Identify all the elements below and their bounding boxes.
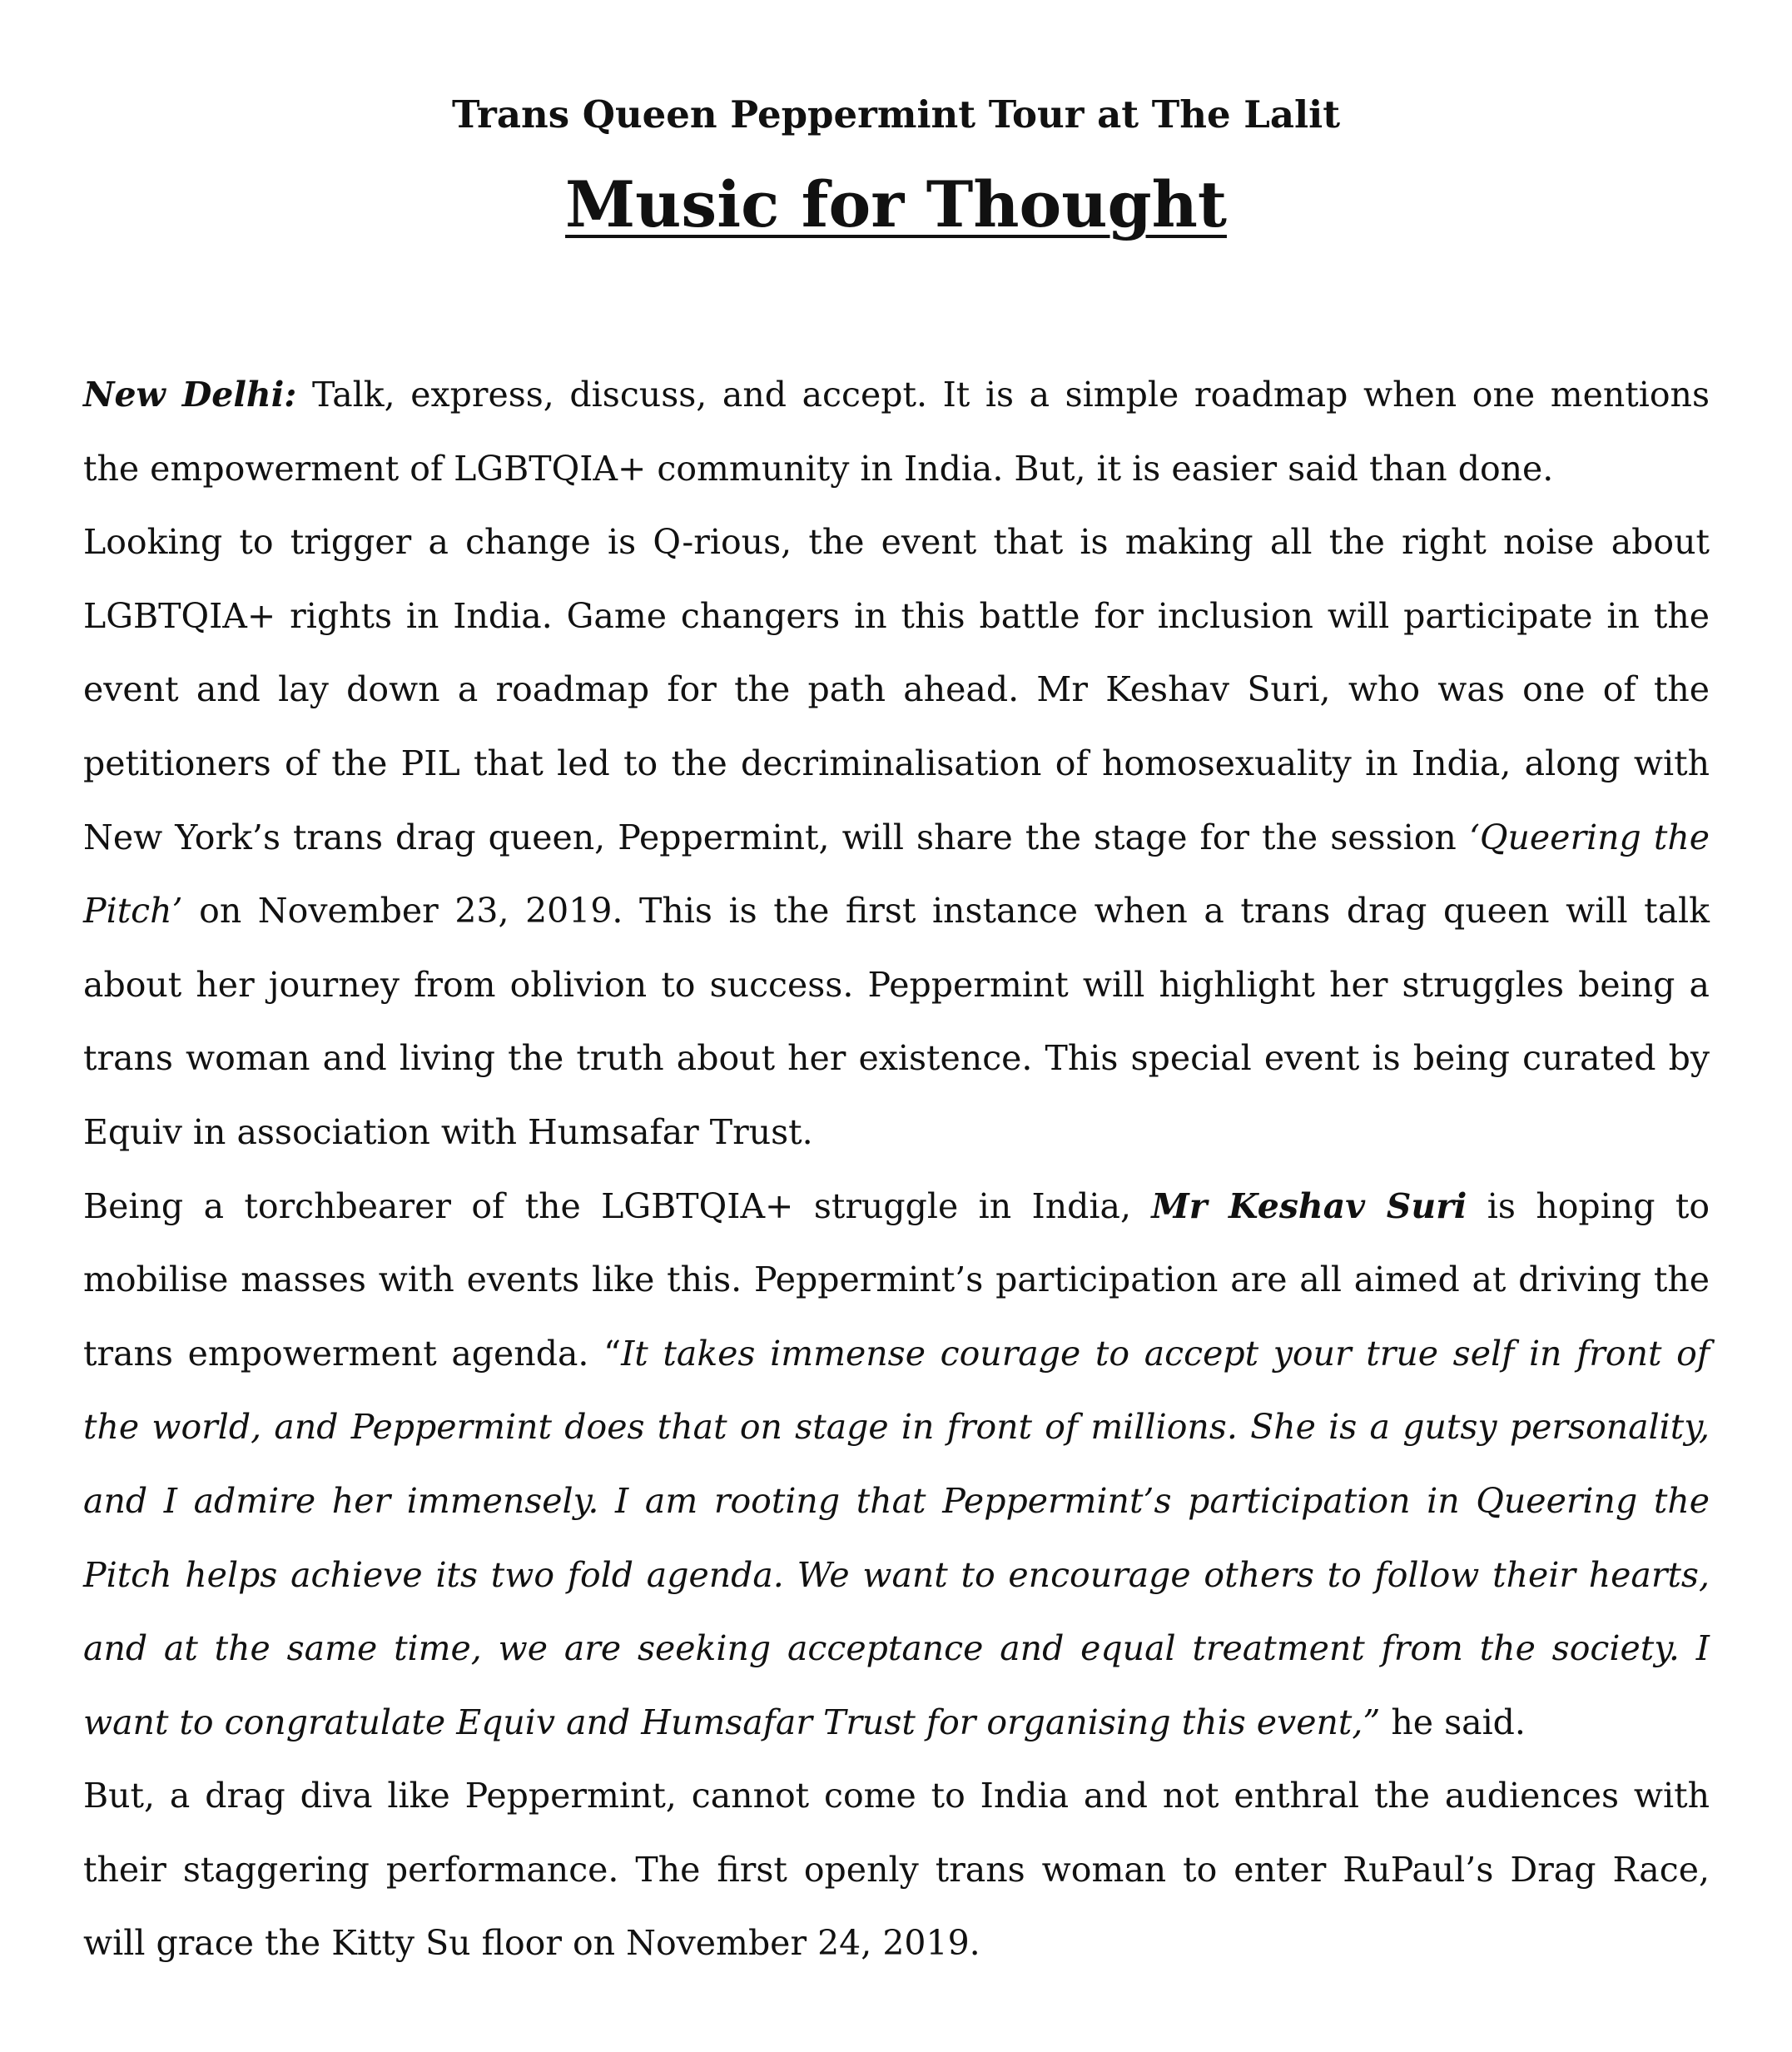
speaker-name: Mr Keshav Suri [1151,1185,1467,1226]
paragraph-intro [83,358,1710,505]
session-name: ‘Queering the Pitch’ [83,817,1710,932]
paragraph-quote [83,1170,1710,1760]
dateline: New Delhi: [83,375,297,415]
paragraph-event-text-a: Looking to trigger a change is Q-rious, the event that is making all the right noise about LGBTQIA+ rights in India. Game changers in this battle for inclusion will participate in the event and lay down a roadmap for the path ahead. Mr Keshav Suri, who was one of the petitioners of the PIL that led to the decriminalisation of homosexuality in India, along with New York’s trans drag queen, Peppermint, will share the stage for the session [83,522,1710,857]
paragraph-quote-text-b: is hoping to mobilise masses with events like this. Peppermint’s participation are all aimed at driving the trans empowerment agenda. “ [83,1185,1710,1374]
paragraph-event [83,505,1710,1169]
paragraph-event-text-b: on November 23, 2019. This is the first instance when a trans drag queen will talk about her journey from oblivion to success. Peppermint will highlight her struggles being a trans woman and living the truth about her existence. This special event is being curated by Equiv in association with Humsafar Trust. [83,891,1710,1152]
speaker-quote: It takes immense courage to accept your true self in front of the world, and Peppermint does that on stage in front of millions. She is a gutsy personality, and I admire her immensely. I am rooting that Peppermint’s participation in Queering the Pitch helps achieve its two fold agenda. We want to encourage others to follow their hearts, and at the same time, we are seeking acceptance and equal treatment from the society. I want to congratulate Equiv and Humsafar Trust for organising this event,” [83,1333,1710,1742]
paragraph-performance [83,1759,1710,1980]
paragraph-performance-text: But, a drag diva like Peppermint, cannot come to India and not enthral the audiences with their staggering performance. The first openly trans woman to enter RuPaul’s Drag Race, will grace the Kitty Su floor on November 24, 2019. [83,1776,1710,1964]
paragraph-intro-text: Talk, express, discuss, and accept. It is a simple roadmap when one mentions the empowerment of LGBTQIA+ community in India. But, it is easier said than done. [83,375,1710,489]
document-title: Music for Thought [565,167,1227,241]
paragraph-quote-text-a: Being a torchbearer of the LGBTQIA+ struggle in India, [83,1185,1152,1226]
paragraph-quote-text-c: he said. [1380,1702,1526,1742]
document-subtitle: Trans Queen Peppermint Tour at The Lalit [451,92,1341,137]
article-body [83,358,1710,1980]
